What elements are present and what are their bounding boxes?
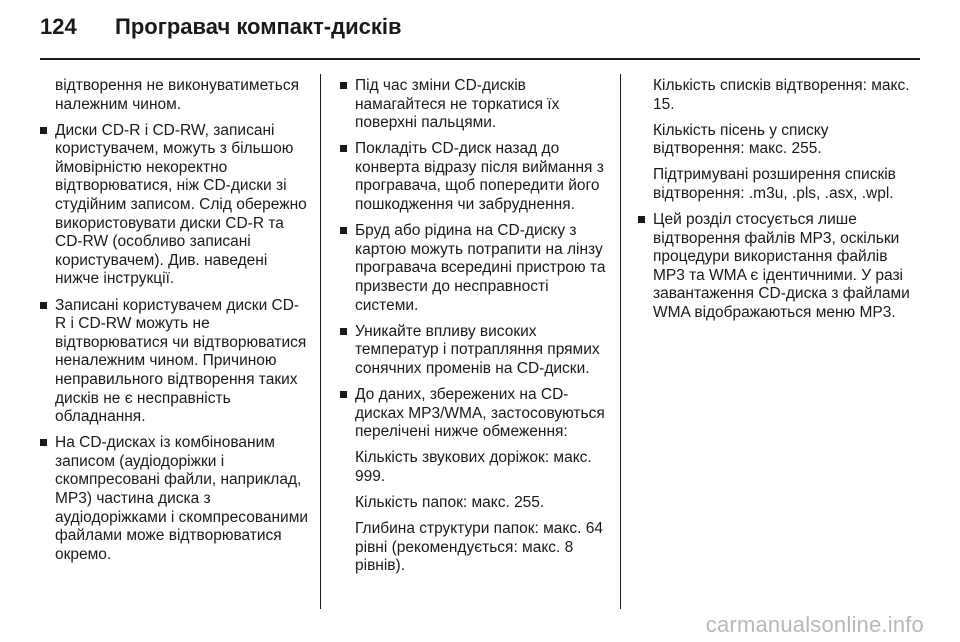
page-title: Програвач компакт-дисків [115, 14, 402, 39]
bullet-item: На CD-дисках із комбінованим записом (аудіодоріжки і скомпресовані файли, наприклад, MP3) частина диска з аудіодоріжками і скомпресованими файлами може відтворюватися окремо. [40, 434, 310, 564]
limit-item: Кількість списків відтворення: макс. 15. [653, 77, 910, 113]
limit-item: Кількість папок: макс. 255. [355, 493, 545, 511]
column-divider-1 [320, 74, 321, 609]
limit-item: Кількість звукових доріжок: макс. 999. [355, 449, 592, 485]
limit-item: Глибина структури папок: макс. 64 рівні (рекомендується: макс. 8 рівнів). [355, 519, 603, 575]
header-rule [40, 58, 920, 60]
bullet-item: Уникайте впливу високих температур і потрапляння прямих сонячних променів на CD-диски. [340, 323, 612, 379]
bullet-item: Диски CD-R і CD-RW, записані користувачем, можуть з більшою ймовірністю некоректно відтворюватися, ніж CD-диски зі студійним записом. Слід обережно використовувати диски CD-R та CD-RW (особливо записані користувачем). Див. наведені нижче інструкції. [40, 122, 310, 289]
column-3 [638, 77, 914, 330]
watermark: carmanualsonline.info [705, 612, 924, 637]
column-2 [340, 77, 612, 583]
limit-item: Кількість пісень у списку відтворення: макс. 255. [653, 121, 829, 158]
page-header [40, 14, 920, 50]
bullet-item: До даних, збережених на CD-дисках MP3/WMA, застосовуються перелічені нижче обмеження: [340, 386, 612, 442]
bullet-item: Бруд або рідина на CD-диску з картою можуть потрапити на лінзу програвача всередині пристрою та призвести до несправності системи. [340, 222, 612, 315]
column-divider-2 [620, 74, 621, 609]
column-1 [40, 77, 310, 572]
bullet-item: Цей розділ стосується лише відтворення файлів MP3, оскільки процедури використання файлів MP3 та WMA є ідентичними. У разі завантаження CD-диска з файлами WMA відображаються меню MP3. [638, 211, 914, 323]
page-number: 124 [40, 14, 77, 39]
limit-item: Підтримувані розширення списків відтворення: .m3u, .pls, .asx, .wpl. [653, 166, 896, 202]
continued-text: відтворення не виконуватиметься належним чином. [55, 77, 300, 113]
bullet-item: Покладіть CD-диск назад до конверта відразу після виймання з програвача, щоб попередити його пошкодження чи забруднення. [340, 140, 612, 214]
bullet-item: Записані користувачем диски CD-R і CD-RW можуть не відтворюватися чи відтворюватися неналежним чином. Причиною неправильного відтворення таких дисків не є несправність обладнання. [40, 297, 310, 427]
bullet-item: Під час зміни CD-дисків намагайтеся не торкатися їх поверхні пальцями. [340, 77, 612, 133]
